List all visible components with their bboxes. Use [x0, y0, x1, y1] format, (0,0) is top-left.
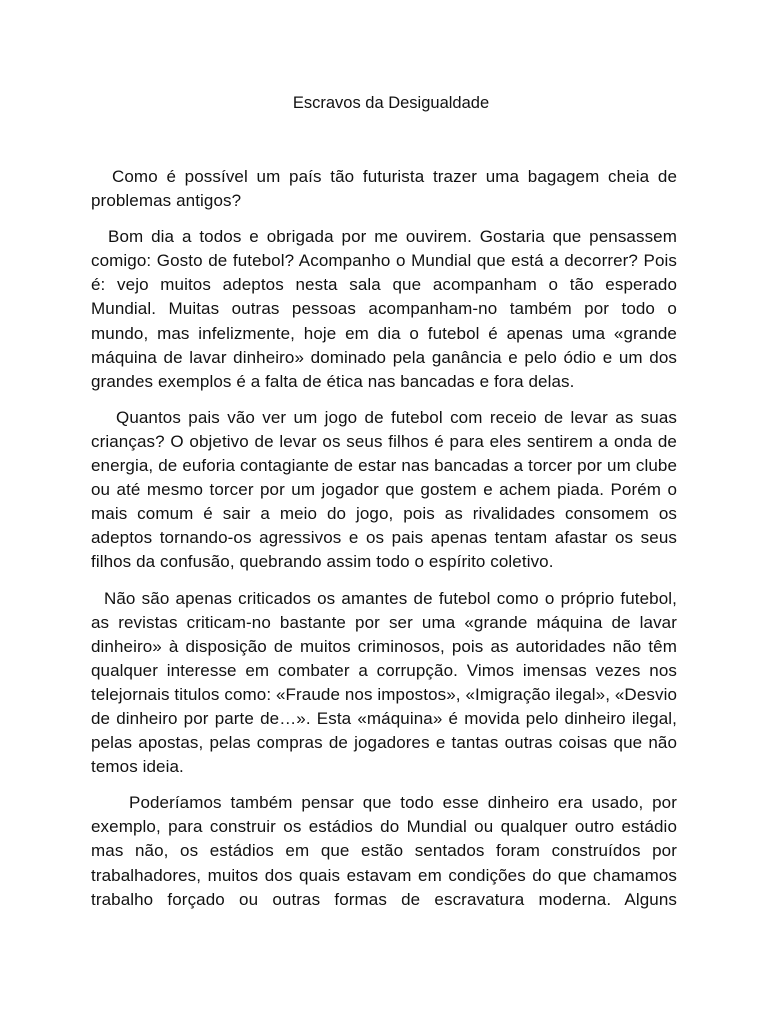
paragraph-1: Como é possível um país tão futurista trazer uma bagagem cheia de problemas antigos?	[91, 167, 677, 211]
paragraph-2: Bom dia a todos e obrigada por me ouvirem. Gostaria que pensassem comigo: Gosto de futebol? Acompanho o Mundial que está a decorrer? Pois é: vejo muitos adeptos nesta sala que acompanham o tão esperado Mundial. Muitas outras pessoas acompanham-no também por todo o mundo, mas infelizmente, hoje em dia o futebol é apenas uma «grande máquina de lavar dinheiro» dominado pela ganância e pelo ódio e um dos grandes exemplos é a falta de ética nas bancadas e fora delas.	[91, 227, 677, 391]
paragraph-5: Poderíamos também pensar que todo esse dinheiro era usado, por exemplo, para construir os estádios do Mundial ou qualquer outro estádio mas não, os estádios em que estão sentados foram construídos por trabalhadores, muitos dos quais estavam em condições do que chamamos trabalho forçado ou outras formas de escravatura moderna. Alguns	[91, 793, 677, 909]
paragraph-3: Quantos pais vão ver um jogo de futebol com receio de levar as suas crianças? O objetivo de levar os seus filhos é para eles sentirem a onda de energia, de euforia contagiante de estar nas bancadas a torcer por um clube ou até mesmo torcer por um jogador que gostem e achem piada. Porém o mais comum é sair a meio do jogo, pois as rivalidades consomem os adeptos tornando-os agressivos e os pais apenas tentam afastar os seus filhos da confusão, quebrando assim todo o espírito coletivo.	[91, 407, 677, 572]
document-title: Escravos da Desigualdade	[292, 94, 490, 112]
paragraph-4: Não são apenas criticados os amantes de futebol como o próprio futebol, as revistas criticam-no bastante por ser uma «grande máquina de lavar dinheiro» à disposição de muitos criminosos, pois as autoridades não têm qualquer interesse em combater a corrupção. Vimos imensas vezes nos telejornais titulos como: «Fraude nos impostos», «Imigração ilegal», «Desvio de dinheiro por parte de…». Esta «máquina» é movida pelo dinheiro ilegal, pelas apostas, pelas compras de jogadores e tantas outras coisas que não temos ideia.	[91, 588, 677, 777]
document-body	[91, 165, 677, 924]
